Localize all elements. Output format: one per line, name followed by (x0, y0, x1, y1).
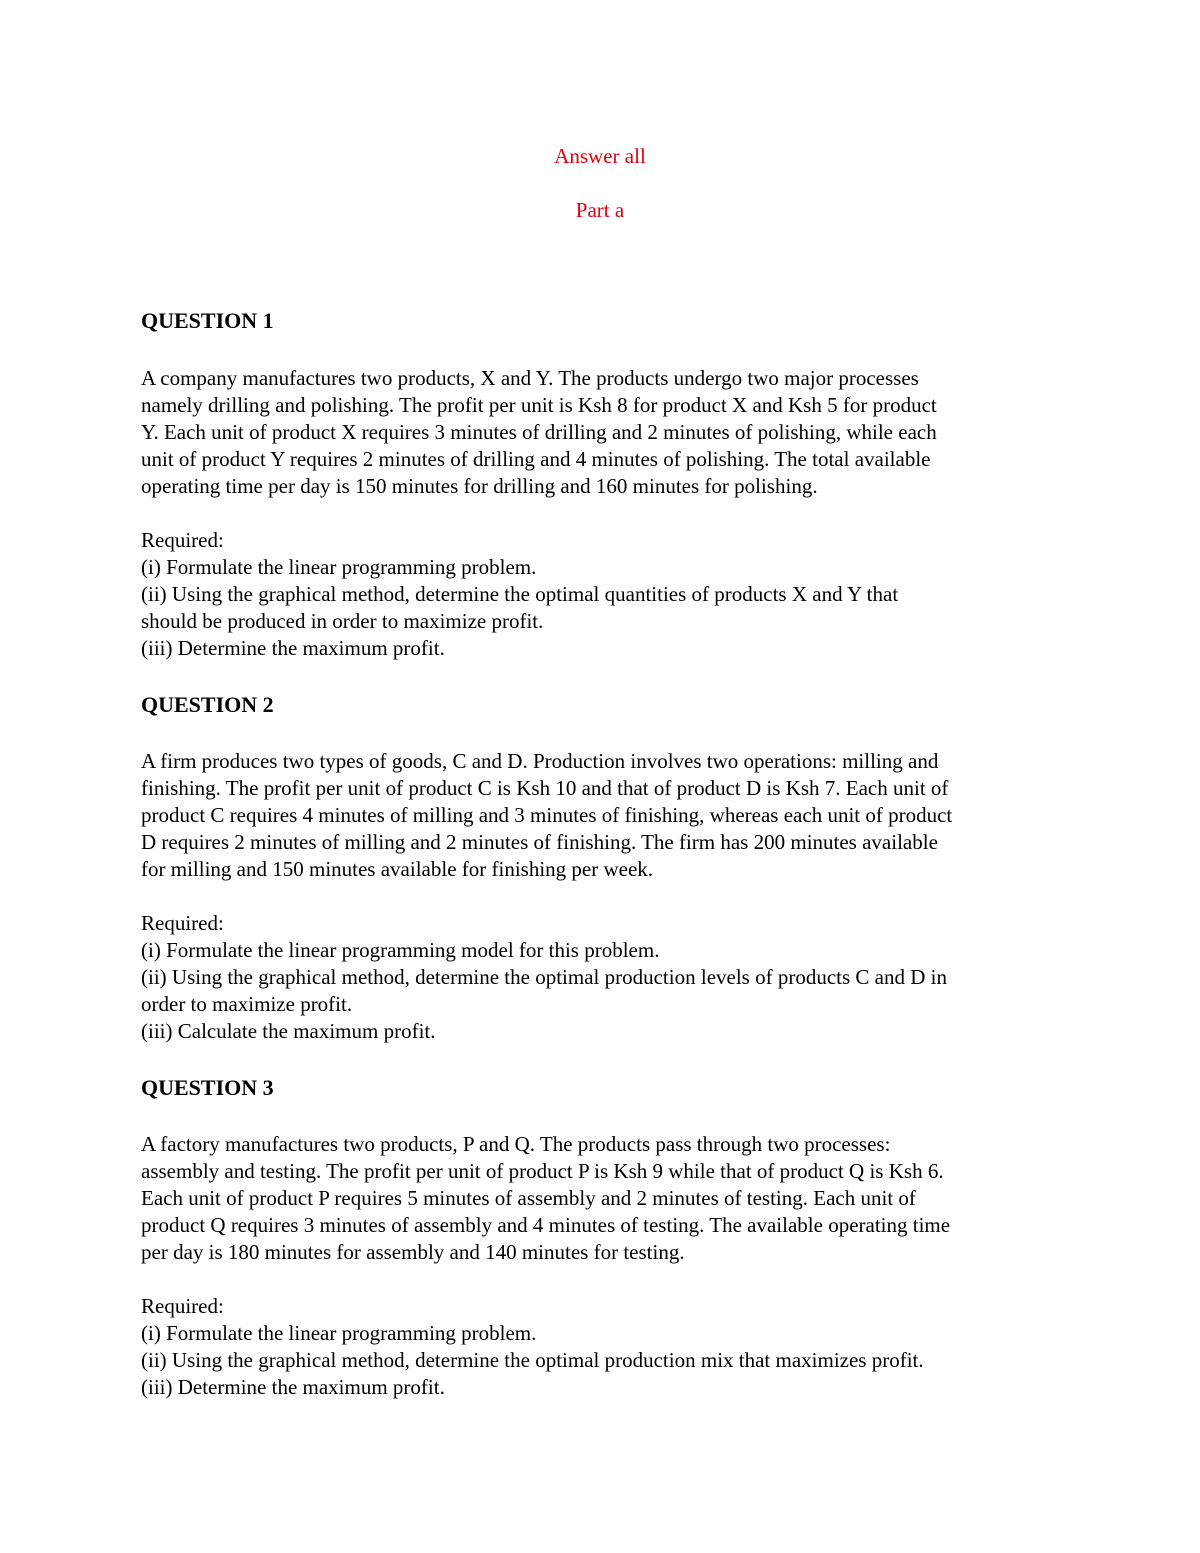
question-2-body (141, 748, 1061, 883)
required-line: Required: (141, 528, 224, 552)
body-line: A firm produces two types of goods, C and D. Production involves two operations: milling and (141, 749, 939, 773)
required-line: (ii) Using the graphical method, determine the optimal production levels of products C and D in (141, 965, 947, 989)
required-line: (i) Formulate the linear programming problem. (141, 1321, 537, 1345)
body-line: namely drilling and polishing. The profit per unit is Ksh 8 for product X and Ksh 5 for product (141, 393, 937, 417)
body-line: A factory manufactures two products, P and Q. The products pass through two processes: (141, 1132, 891, 1156)
required-line: (ii) Using the graphical method, determine the optimal production mix that maximizes profit. (141, 1348, 924, 1372)
required-line: (iii) Determine the maximum profit. (141, 1375, 445, 1399)
question-1-heading: QUESTION 1 (141, 308, 274, 333)
question-3-required (141, 1293, 1061, 1401)
required-line: (iii) Calculate the maximum profit. (141, 1019, 436, 1043)
body-line: unit of product Y requires 2 minutes of drilling and 4 minutes of polishing. The total available (141, 447, 931, 471)
body-line: for milling and 150 minutes available for finishing per week. (141, 857, 654, 881)
body-line: D requires 2 minutes of milling and 2 minutes of finishing. The firm has 200 minutes available (141, 830, 938, 854)
required-line: (i) Formulate the linear programming model for this problem. (141, 938, 660, 962)
body-line: Each unit of product P requires 5 minutes of assembly and 2 minutes of testing. Each unit of (141, 1186, 916, 1210)
required-line: order to maximize profit. (141, 992, 353, 1016)
body-line: operating time per day is 150 minutes for drilling and 160 minutes for polishing. (141, 474, 818, 498)
required-line: Required: (141, 911, 224, 935)
required-line: Required: (141, 1294, 224, 1318)
required-line: (iii) Determine the maximum profit. (141, 636, 445, 660)
part-label: Part a (575, 198, 625, 222)
body-line: per day is 180 minutes for assembly and 140 minutes for testing. (141, 1240, 685, 1264)
body-line: product Q requires 3 minutes of assembly and 4 minutes of testing. The available operating time (141, 1213, 951, 1237)
instruction-text: Answer all (554, 144, 646, 168)
question-3-heading: QUESTION 3 (141, 1075, 274, 1100)
required-line: (ii) Using the graphical method, determine the optimal quantities of products X and Y that (141, 582, 899, 606)
body-line: Y. Each unit of product X requires 3 minutes of drilling and 2 minutes of polishing, while each (141, 420, 937, 444)
required-line: should be produced in order to maximize profit. (141, 609, 544, 633)
question-3-body (141, 1131, 1061, 1266)
question-1-required (141, 527, 1061, 662)
body-line: finishing. The profit per unit of product C is Ksh 10 and that of product D is Ksh 7. Each unit of (141, 776, 949, 800)
question-2-heading: QUESTION 2 (141, 692, 274, 717)
required-line: (i) Formulate the linear programming problem. (141, 555, 537, 579)
body-line: A company manufactures two products, X and Y. The products undergo two major processes (141, 366, 919, 390)
question-2-required (141, 910, 1061, 1045)
question-1-body (141, 365, 1061, 500)
body-line: product C requires 4 minutes of milling and 3 minutes of finishing, whereas each unit of product (141, 803, 953, 827)
body-line: assembly and testing. The profit per unit of product P is Ksh 9 while that of product Q is Ksh 6. (141, 1159, 944, 1183)
